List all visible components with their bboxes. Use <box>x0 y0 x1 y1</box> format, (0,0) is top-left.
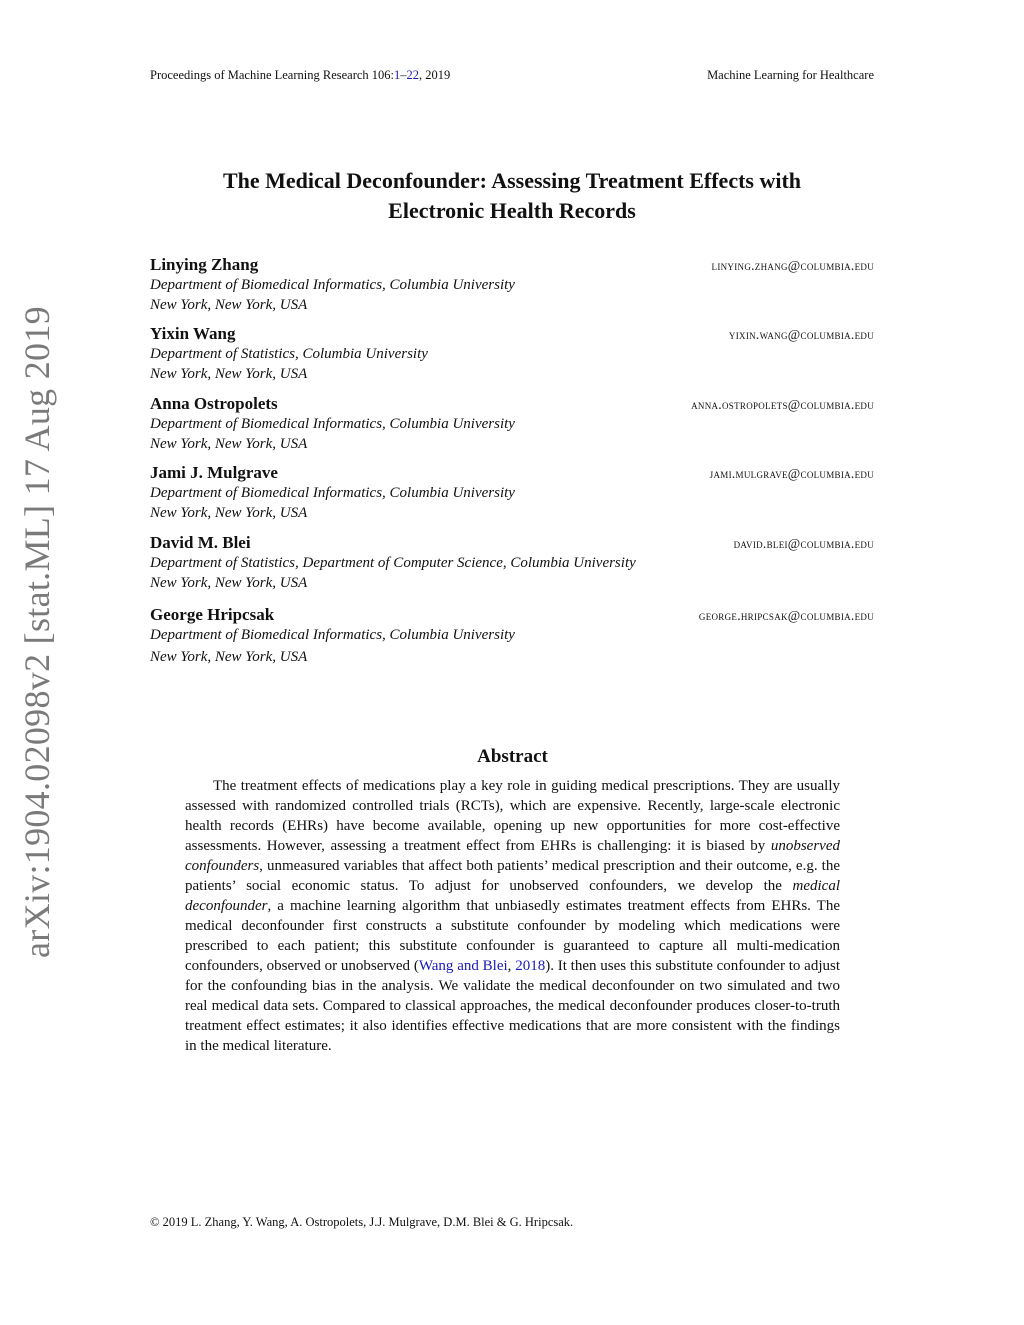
page-end-link[interactable]: 22 <box>406 68 420 82</box>
author-block <box>150 533 874 593</box>
author-name: David M. Blei <box>150 533 251 552</box>
author-affiliation: Department of Statistics, Columbia University <box>150 346 428 362</box>
author-location: New York, New York, USA <box>150 505 308 521</box>
author-location: New York, New York, USA <box>150 436 308 452</box>
running-header-left <box>150 68 450 83</box>
abstract-text: , unmeasured variables that affect both patients’ medical prescription and their outcome, e.g. the patients’ social economic status. To adjust for unobserved confounders, we develop the <box>185 858 840 894</box>
page-start-link[interactable]: 1 <box>394 68 401 82</box>
author-name: Anna Ostropolets <box>150 394 278 413</box>
abstract-text: , a machine learning algorithm that unbiasedly estimates treatment effects from EHRs. The medical deconfounder first constructs a substitute confounder by modeling which medications were prescribed to each patient; this substitute confounder is guaranteed to capture all multi-medication confounders, observed or unobserved ( <box>185 898 840 974</box>
abstract-heading: Abstract <box>477 746 548 767</box>
title-line-1: The Medical Deconfounder: Assessing Treatment Effects with <box>222 168 802 193</box>
author-affiliation: Department of Statistics, Department of Computer Science, Columbia University <box>150 555 636 571</box>
author-email[interactable]: jami.mulgrave@columbia.edu <box>709 466 874 481</box>
citation-link-year[interactable]: 2018 <box>515 958 546 974</box>
copyright-footer: © 2019 L. Zhang, Y. Wang, A. Ostropolets, J.J. Mulgrave, D.M. Blei & G. Hripcsak. <box>150 1215 574 1229</box>
author-email[interactable]: linying.zhang@columbia.edu <box>711 258 874 273</box>
author-name: Linying Zhang <box>150 255 259 274</box>
proceedings-year: , 2019 <box>419 68 451 82</box>
abstract-emphasis: unobserved confounders <box>185 838 840 874</box>
author-email[interactable]: david.blei@columbia.edu <box>733 536 874 551</box>
author-block <box>150 324 874 384</box>
author-block <box>150 255 874 315</box>
author-block <box>150 394 874 454</box>
abstract-body <box>185 776 840 1056</box>
author-affiliation: Department of Biomedical Informatics, Columbia University <box>150 627 515 643</box>
author-name: Yixin Wang <box>150 324 236 343</box>
author-email[interactable]: george.hripcsak@columbia.edu <box>698 608 874 623</box>
arxiv-stamp: arXiv:1904.02098v2 [stat.ML] 17 Aug 2019 <box>17 306 57 958</box>
author-email[interactable]: anna.ostropolets@columbia.edu <box>691 397 874 412</box>
abstract-text: The treatment effects of medications play a key role in guiding medical prescriptions. They are usually assessed with randomized controlled trials (RCTs), which are expensive. Recently, large-scale electronic health records (EHRs) have become available, opening up new opportunities for more cost-effective assessments. However, assessing a treatment effect from EHRs is challenging: it is biased by <box>185 778 840 854</box>
author-location: New York, New York, USA <box>150 575 308 591</box>
citation-separator: , <box>507 958 516 974</box>
author-block <box>150 605 874 667</box>
abstract-emphasis: medical deconfounder <box>185 878 840 914</box>
author-affiliation: Department of Biomedical Informatics, Columbia University <box>150 485 515 501</box>
author-name: Jami J. Mulgrave <box>150 463 278 482</box>
proceedings-text: Proceedings of Machine Learning Research 106: <box>150 68 395 82</box>
citation-link-authors[interactable]: Wang and Blei <box>418 958 508 974</box>
paper-title <box>150 166 874 226</box>
author-location: New York, New York, USA <box>150 366 308 382</box>
author-affiliation: Department of Biomedical Informatics, Columbia University <box>150 416 515 432</box>
author-affiliation: Department of Biomedical Informatics, Columbia University <box>150 277 515 293</box>
author-block <box>150 463 874 523</box>
author-location: New York, New York, USA <box>150 649 308 665</box>
author-email[interactable]: yixin.wang@columbia.edu <box>728 327 874 342</box>
page-dash: – <box>400 68 407 82</box>
author-location: New York, New York, USA <box>150 297 308 313</box>
title-line-2: Electronic Health Records <box>388 198 636 223</box>
abstract-text: ). It then uses this substitute confounder to adjust for the confounding bias in the analysis. We validate the medical deconfounder on two simulated and two real medical data sets. Compared to classical approaches, the medical deconfounder produces closer-to-truth treatment effect estimates; it also identifies effective medications that are more consistent with the findings in the medical literature. <box>185 958 841 1054</box>
author-name: George Hripcsak <box>150 605 275 624</box>
running-header-venue: Machine Learning for Healthcare <box>707 68 874 82</box>
